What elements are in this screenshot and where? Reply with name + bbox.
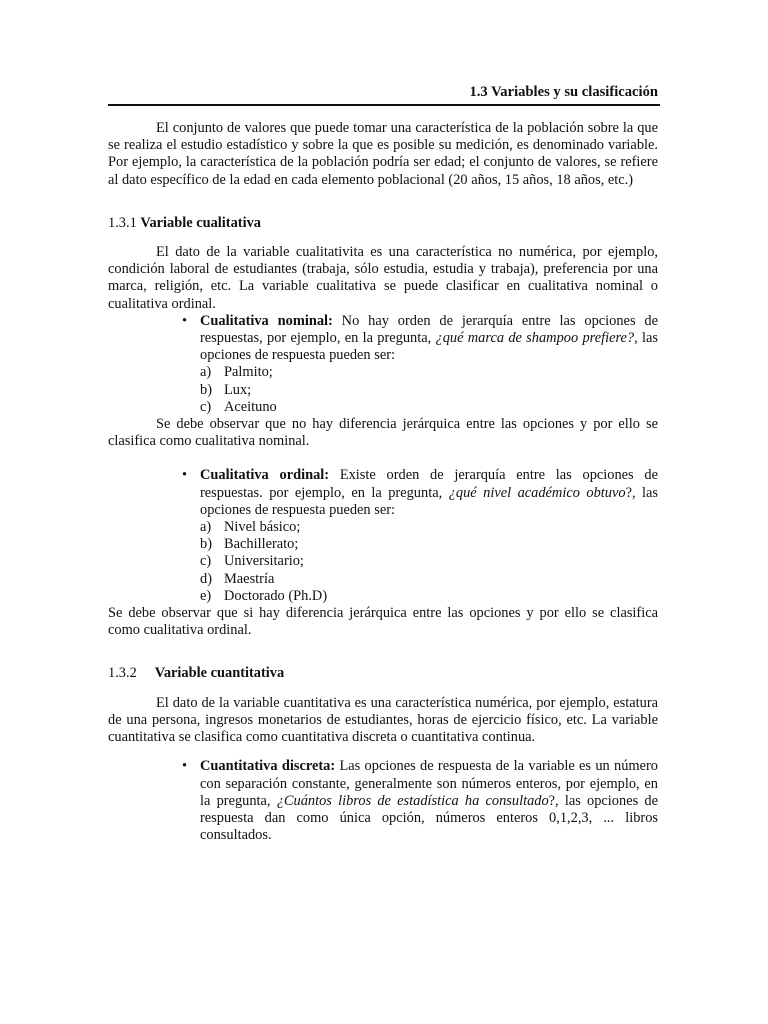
option-label: Aceituno (224, 398, 277, 415)
section-title: Variable cuantitativa (154, 665, 285, 682)
option-mark: b) (200, 536, 212, 553)
section-heading-cuantitativa (108, 665, 658, 682)
bullet-term: Cualitativa ordinal: (200, 467, 330, 484)
conclusion-paragraph: Se debe observar que si hay diferencia jerárquica entre las opciones y por ello se clasifica como cualitativa ordinal. (108, 605, 658, 639)
bullet-icon: • (182, 467, 188, 484)
list-item (200, 399, 658, 416)
option-label: Doctorado (Ph.D) (224, 587, 328, 604)
bullet-body-end: , las opciones de respuesta pueden ser: (200, 330, 659, 364)
option-label: Palmito; (224, 364, 273, 381)
list-item (200, 364, 658, 381)
list-item (200, 382, 658, 399)
section-paragraph: El dato de la variable cuantitativa es una característica numérica, por ejemplo, estatura de una persona, ingresos monetarios de estudiantes, horas de ejercicio físico, etc. La variable cuantitativa se clasifica como cuantitativa discreta o cuantitativa continua. (108, 694, 658, 746)
options-list (200, 364, 658, 416)
running-header: 1.3 Variables y su clasificación (469, 84, 658, 100)
option-label: Bachillerato; (224, 536, 299, 553)
conclusion-paragraph: Se debe observar que no hay diferencia jerárquica entre las opciones y por ello se clasifica como cualitativa nominal. (108, 416, 658, 450)
options-list (200, 519, 658, 605)
option-label: Maestría (224, 570, 275, 587)
section-heading-cualitativa (108, 215, 658, 232)
section-number: 1.3.1 (108, 214, 137, 231)
bullet-body: Las opciones de respuesta de la variable es un número con separación constante, generalmente son números enteros, por ejemplo, en la pregunta, (200, 758, 658, 809)
section-paragraph: El dato de la variable cualitativita es una característica no numérica, por ejemplo, condición laboral de estudiantes (trabaja, sólo estudia, estudia y trabaja), preferencia por una marca, religión, etc. La variable cualitativa se puede clasificar en cualitativa nominal o cualitativa ordinal. (108, 244, 658, 312)
header-rule (108, 104, 660, 106)
option-mark: d) (200, 570, 212, 587)
option-mark: a) (200, 364, 212, 381)
section-title: Variable cualitativa (140, 214, 261, 231)
bullet-term: Cualitativa nominal: (200, 312, 333, 329)
option-label: Nivel básico; (224, 519, 301, 536)
option-label: Lux; (224, 381, 252, 398)
list-item (200, 519, 658, 536)
list-item (200, 588, 658, 605)
bullet-ordinal (182, 467, 659, 605)
bullet-icon: • (182, 758, 188, 775)
bullet-body-end: ?, las opciones de respuesta pueden ser: (200, 484, 659, 518)
bullet-body-end: ?, las opciones de respuesta dan como única opción, números enteros 0,1,2,3, ... libros consultados. (200, 792, 658, 844)
bullet-text (200, 467, 658, 519)
bullet-text (200, 313, 658, 365)
bullet-icon: • (182, 312, 188, 329)
option-label: Universitario; (224, 553, 304, 570)
bullet-text (200, 758, 658, 844)
option-mark: b) (200, 381, 212, 398)
bullet-discreta (182, 758, 658, 844)
bullet-body: Existe orden de jerarquía entre las opciones de respuestas. por ejemplo, en la pregunta, (200, 467, 658, 501)
option-mark: a) (200, 519, 212, 536)
list-item (200, 571, 658, 588)
bullet-question: ¿Cuántos libros de estadística ha consultado (276, 792, 549, 809)
list-item (200, 553, 658, 570)
intro-paragraph: El conjunto de valores que puede tomar una característica de la población sobre la que se realiza el estudio estadístico y sobre la que es posible su medición, es denominado variable. Por ejemplo, la característica de la población podría ser edad; el conjunto de valores, se refiere al dato específico de la edad en cada elemento poblacional (20 años, 15 años, 18 años, etc.) (108, 120, 658, 188)
page-body (108, 120, 658, 844)
option-mark: c) (200, 398, 212, 415)
bullet-body: No hay orden de jerarquía entre las opciones de respuestas, por ejemplo, en la pregunta, (200, 312, 658, 347)
bullet-question: ¿qué marca de shampoo prefiere? (435, 330, 635, 347)
bullet-term: Cuantitativa discreta: (200, 758, 336, 775)
option-mark: c) (200, 553, 212, 570)
bullet-nominal (182, 312, 659, 416)
section-number: 1.3.2 (108, 665, 137, 682)
bullet-question: ¿qué nivel académico obtuvo (448, 484, 626, 501)
list-item (200, 536, 658, 553)
option-mark: e) (200, 587, 212, 604)
